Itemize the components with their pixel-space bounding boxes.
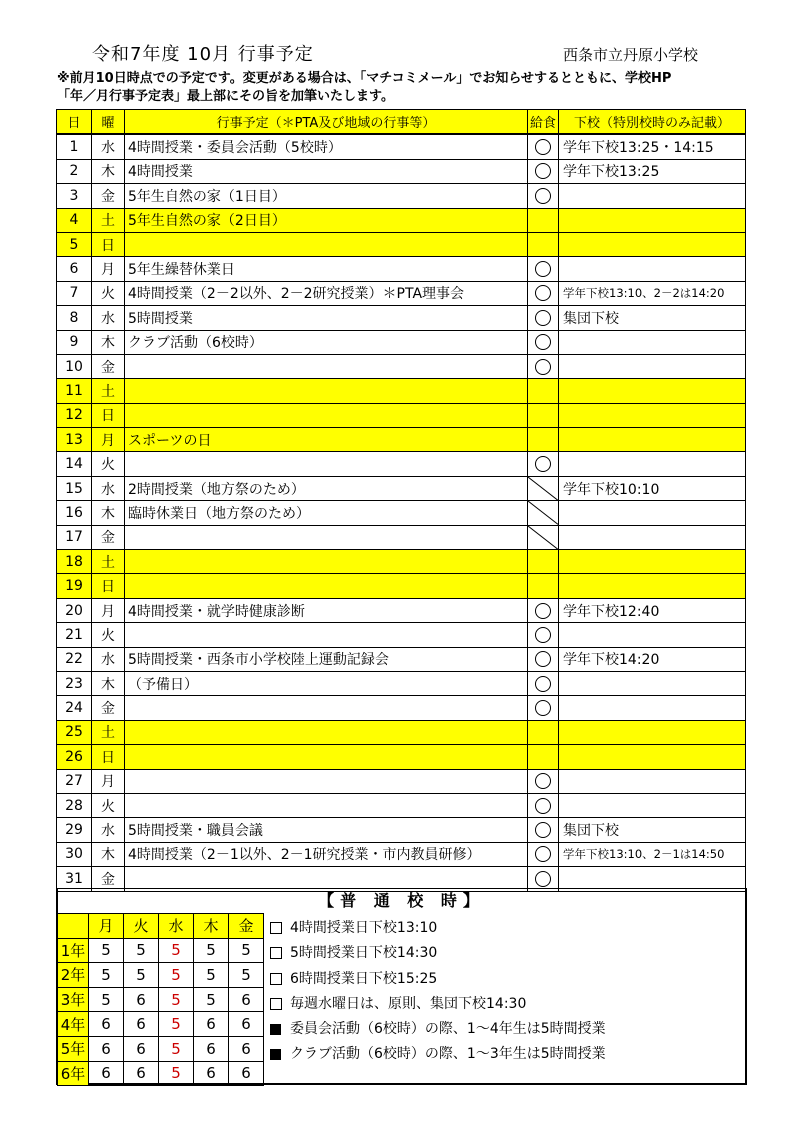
day-cell: 22 [57, 647, 92, 671]
empty-square-icon [270, 922, 282, 934]
dismissal-cell [559, 428, 746, 452]
weekday-header: 木 [194, 914, 229, 939]
dismissal-cell [559, 793, 746, 817]
period-count: 5 [89, 987, 124, 1012]
grade-row [58, 963, 264, 988]
period-count: 6 [124, 1061, 159, 1086]
dismissal-cell [559, 574, 746, 598]
weekday-cell: 月 [92, 769, 125, 793]
day-cell: 30 [57, 842, 92, 866]
weekday-cell: 火 [92, 281, 125, 305]
regular-schedule-heading: 【普 通 校 時】 [318, 891, 485, 910]
lunch-cell [528, 550, 559, 574]
header-day: 日 [57, 110, 92, 135]
period-count: 6 [229, 987, 264, 1012]
weekday-cell: 水 [92, 818, 125, 842]
dismissal-cell [559, 696, 746, 720]
event-cell [125, 623, 528, 647]
dismissal-cell [559, 354, 746, 378]
weekday-cell: 水 [92, 476, 125, 500]
event-cell: クラブ活動（6校時） [125, 330, 528, 354]
schedule-row [57, 647, 746, 671]
day-cell: 25 [57, 720, 92, 744]
lunch-cell [528, 647, 559, 671]
lunch-cell [528, 525, 559, 549]
schedule-row [57, 306, 746, 330]
schedule-row [57, 257, 746, 281]
period-count: 5 [194, 987, 229, 1012]
lunch-circle-icon [535, 603, 551, 619]
header-dismissal: 下校（特別校時のみ記載） [559, 110, 746, 135]
lunch-circle-icon [535, 334, 551, 350]
empty-square-icon [270, 947, 282, 959]
event-cell: 4時間授業 [125, 159, 528, 183]
period-count: 5 [89, 963, 124, 988]
schedule-row [57, 208, 746, 232]
schedule-row [57, 232, 746, 256]
event-cell [125, 403, 528, 427]
day-cell: 29 [57, 818, 92, 842]
weekday-cell: 月 [92, 257, 125, 281]
grade-row [58, 1012, 264, 1037]
schedule-row [57, 769, 746, 793]
lunch-cell [528, 403, 559, 427]
schedule-row [57, 184, 746, 208]
rule-item [268, 916, 606, 941]
weekday-cell: 日 [92, 403, 125, 427]
schedule-header-row [57, 110, 746, 135]
schedule-row [57, 403, 746, 427]
day-cell: 19 [57, 574, 92, 598]
schedule-row [57, 354, 746, 378]
lunch-cell [528, 159, 559, 183]
event-cell: 臨時休業日（地方祭のため） [125, 501, 528, 525]
dismissal-cell: 学年下校13:10、2－2は14:20 [559, 281, 746, 305]
event-cell [125, 452, 528, 476]
schedule-row [57, 330, 746, 354]
dismissal-cell: 集団下校 [559, 306, 746, 330]
grade-row [58, 1061, 264, 1086]
event-cell: （予備日） [125, 671, 528, 695]
lunch-circle-icon [535, 163, 551, 179]
event-cell: 5時間授業・職員会議 [125, 818, 528, 842]
schedule-row [57, 525, 746, 549]
dismissal-cell [559, 184, 746, 208]
header-events: 行事予定（＊PTA及び地域の行事等） [125, 110, 528, 135]
lunch-cell [528, 720, 559, 744]
schedule-row [57, 452, 746, 476]
no-lunch-slash-icon [528, 526, 558, 549]
event-cell [125, 769, 528, 793]
day-cell: 13 [57, 428, 92, 452]
weekday-cell: 木 [92, 671, 125, 695]
dismissal-cell: 学年下校12:40 [559, 598, 746, 622]
day-cell: 3 [57, 184, 92, 208]
period-count: 5 [229, 963, 264, 988]
rule-text: 委員会活動（6校時）の際、1～4年生は5時間授業 [290, 1021, 606, 1038]
rule-text: 4時間授業日下校13:10 [290, 920, 438, 936]
period-count: 6 [89, 1061, 124, 1086]
event-cell: 4時間授業・委員会活動（5校時） [125, 134, 528, 159]
period-count: 6 [89, 1036, 124, 1061]
period-count: 5 [89, 938, 124, 963]
lunch-circle-icon [535, 285, 551, 301]
weekday-cell: 月 [92, 598, 125, 622]
weekday-header: 月 [89, 914, 124, 939]
dismissal-cell [559, 550, 746, 574]
lunch-circle-icon [535, 871, 551, 887]
periods-table [57, 913, 264, 1086]
weekday-header: 火 [124, 914, 159, 939]
dismissal-cell [559, 379, 746, 403]
schedule-row [57, 720, 746, 744]
lunch-cell [528, 184, 559, 208]
period-count: 5 [159, 1036, 194, 1061]
weekday-cell: 土 [92, 550, 125, 574]
dismissal-cell: 学年下校10:10 [559, 476, 746, 500]
weekday-cell: 木 [92, 159, 125, 183]
empty-square-icon [270, 973, 282, 985]
event-cell [125, 745, 528, 769]
day-cell: 23 [57, 671, 92, 695]
lunch-cell [528, 769, 559, 793]
period-count: 6 [229, 1012, 264, 1037]
period-count: 5 [159, 1061, 194, 1086]
dismissal-cell [559, 525, 746, 549]
weekday-cell: 水 [92, 306, 125, 330]
weekday-cell: 金 [92, 525, 125, 549]
event-cell [125, 354, 528, 378]
lunch-circle-icon [535, 773, 551, 789]
grade-label: 1年 [58, 938, 89, 963]
weekday-cell: 木 [92, 842, 125, 866]
period-count: 6 [124, 1036, 159, 1061]
lunch-cell [528, 281, 559, 305]
period-count: 5 [124, 963, 159, 988]
rule-text: 5時間授業日下校14:30 [290, 945, 438, 962]
period-count: 5 [159, 987, 194, 1012]
filled-square-icon [270, 1024, 281, 1035]
period-count: 5 [159, 963, 194, 988]
day-cell: 14 [57, 452, 92, 476]
day-cell: 5 [57, 232, 92, 256]
day-cell: 12 [57, 403, 92, 427]
event-cell: スポーツの日 [125, 428, 528, 452]
event-cell: 4時間授業・就学時健康診断 [125, 598, 528, 622]
dismissal-cell [559, 232, 746, 256]
rule-text: 6時間授業日下校15:25 [290, 970, 438, 987]
weekday-header: 金 [229, 914, 264, 939]
event-cell [125, 379, 528, 403]
dismissal-cell: 学年下校13:25 [559, 159, 746, 183]
lunch-cell [528, 793, 559, 817]
page-title: 令和7年度 10月 行事予定 [92, 44, 314, 65]
schedule-row [57, 818, 746, 842]
lunch-cell [528, 696, 559, 720]
lunch-circle-icon [535, 676, 551, 692]
event-cell [125, 525, 528, 549]
lunch-circle-icon [535, 822, 551, 838]
day-cell: 18 [57, 550, 92, 574]
period-count: 6 [229, 1036, 264, 1061]
schedule-row [57, 281, 746, 305]
schedule-row [57, 134, 746, 159]
dismissal-cell: 集団下校 [559, 818, 746, 842]
event-cell: 5時間授業・西条市小学校陸上運動記録会 [125, 647, 528, 671]
school-name: 西条市立丹原小学校 [563, 46, 699, 64]
event-cell [125, 793, 528, 817]
grade-row [58, 1036, 264, 1061]
lunch-circle-icon [535, 139, 551, 155]
schedule-row [57, 379, 746, 403]
schedule-table [56, 109, 746, 892]
weekday-header: 水 [159, 914, 194, 939]
weekday-cell: 金 [92, 696, 125, 720]
period-count: 6 [194, 1061, 229, 1086]
schedule-row [57, 671, 746, 695]
day-cell: 9 [57, 330, 92, 354]
lunch-cell [528, 452, 559, 476]
lunch-cell [528, 330, 559, 354]
schedule-row [57, 159, 746, 183]
no-lunch-slash-icon [528, 477, 558, 500]
event-cell: 5時間授業 [125, 306, 528, 330]
dismissal-rules [268, 916, 606, 1068]
schedule-row [57, 623, 746, 647]
day-cell: 10 [57, 354, 92, 378]
dismissal-cell [559, 769, 746, 793]
dismissal-cell [559, 720, 746, 744]
lunch-cell [528, 208, 559, 232]
dismissal-cell [559, 208, 746, 232]
period-count: 5 [194, 938, 229, 963]
lunch-cell [528, 501, 559, 525]
dismissal-cell [559, 452, 746, 476]
weekday-cell: 日 [92, 745, 125, 769]
grade-label: 2年 [58, 963, 89, 988]
day-cell: 26 [57, 745, 92, 769]
event-cell: 5年生自然の家（2日目） [125, 208, 528, 232]
notice-line-2: 「年／月行事予定表」最上部にその旨を加筆いたします。 [57, 89, 394, 104]
lunch-cell [528, 598, 559, 622]
rule-item [268, 967, 606, 992]
event-cell [125, 720, 528, 744]
event-cell: 4時間授業（2－2以外、2－2研究授業）＊PTA理事会 [125, 281, 528, 305]
period-count: 6 [124, 987, 159, 1012]
dismissal-cell [559, 671, 746, 695]
event-cell [125, 696, 528, 720]
day-cell: 20 [57, 598, 92, 622]
event-cell: 5年生自然の家（1日目） [125, 184, 528, 208]
grade-label: 6年 [58, 1061, 89, 1086]
grade-row [58, 987, 264, 1012]
lunch-cell [528, 842, 559, 866]
weekday-cell: 木 [92, 330, 125, 354]
dismissal-cell: 学年下校13:25・14:15 [559, 134, 746, 159]
rule-text: クラブ活動（6校時）の際、1～3年生は5時間授業 [290, 1046, 606, 1063]
weekday-cell: 火 [92, 452, 125, 476]
weekday-cell: 日 [92, 574, 125, 598]
lunch-circle-icon [535, 456, 551, 472]
rule-item [268, 992, 606, 1017]
lunch-circle-icon [535, 846, 551, 862]
schedule-row [57, 501, 746, 525]
dismissal-cell: 学年下校14:20 [559, 647, 746, 671]
schedule-row [57, 696, 746, 720]
event-cell [125, 232, 528, 256]
lunch-cell [528, 134, 559, 159]
event-cell: 5年生繰替休業日 [125, 257, 528, 281]
period-count: 5 [194, 963, 229, 988]
grade-label: 5年 [58, 1036, 89, 1061]
rule-item [268, 1017, 606, 1042]
lunch-cell [528, 671, 559, 695]
lunch-circle-icon [535, 627, 551, 643]
day-cell: 31 [57, 867, 92, 891]
period-count: 6 [124, 1012, 159, 1037]
filled-square-icon [270, 1049, 281, 1060]
period-count: 6 [229, 1061, 264, 1086]
period-count: 6 [89, 1012, 124, 1037]
period-count: 5 [229, 938, 264, 963]
day-cell: 21 [57, 623, 92, 647]
event-cell: 2時間授業（地方祭のため） [125, 476, 528, 500]
lunch-circle-icon [535, 261, 551, 277]
lunch-circle-icon [535, 310, 551, 326]
dismissal-cell [559, 745, 746, 769]
notice-text [57, 70, 671, 106]
schedule-row [57, 428, 746, 452]
grade-label: 4年 [58, 1012, 89, 1037]
weekday-cell: 土 [92, 208, 125, 232]
grade-label: 3年 [58, 987, 89, 1012]
day-cell: 16 [57, 501, 92, 525]
weekday-cell: 土 [92, 720, 125, 744]
schedule-row [57, 745, 746, 769]
grade-row [58, 938, 264, 963]
day-cell: 24 [57, 696, 92, 720]
periods-corner [58, 914, 89, 939]
lunch-circle-icon [535, 359, 551, 375]
event-cell [125, 550, 528, 574]
rule-item [268, 941, 606, 966]
weekday-cell: 日 [92, 232, 125, 256]
weekday-cell: 月 [92, 428, 125, 452]
weekday-cell: 木 [92, 501, 125, 525]
dismissal-cell [559, 403, 746, 427]
period-count: 6 [194, 1012, 229, 1037]
schedule-row [57, 598, 746, 622]
weekday-cell: 水 [92, 134, 125, 159]
dismissal-cell [559, 501, 746, 525]
lunch-cell [528, 476, 559, 500]
day-cell: 1 [57, 134, 92, 159]
schedule-row [57, 842, 746, 866]
lunch-cell [528, 428, 559, 452]
event-cell [125, 574, 528, 598]
weekday-cell: 金 [92, 354, 125, 378]
weekday-cell: 火 [92, 793, 125, 817]
header-weekday: 曜 [92, 110, 125, 135]
lunch-circle-icon [535, 798, 551, 814]
notice-line-1: ※前月10日時点での予定です。変更がある場合は、「マチコミメール」でお知らせするとともに、学校HP [57, 71, 672, 86]
day-cell: 28 [57, 793, 92, 817]
event-cell: 4時間授業（2－1以外、2－1研究授業・市内教員研修） [125, 842, 528, 866]
no-lunch-slash-icon [528, 501, 558, 524]
day-cell: 7 [57, 281, 92, 305]
lunch-cell [528, 574, 559, 598]
weekday-cell: 土 [92, 379, 125, 403]
lunch-circle-icon [535, 651, 551, 667]
day-cell: 17 [57, 525, 92, 549]
schedule-row [57, 550, 746, 574]
lunch-cell [528, 306, 559, 330]
lunch-cell [528, 232, 559, 256]
day-cell: 8 [57, 306, 92, 330]
schedule-row [57, 574, 746, 598]
regular-schedule-section [56, 888, 747, 1085]
period-count: 5 [159, 938, 194, 963]
periods-header-row [58, 914, 264, 939]
day-cell: 11 [57, 379, 92, 403]
empty-square-icon [270, 998, 282, 1010]
weekday-cell: 火 [92, 623, 125, 647]
weekday-cell: 金 [92, 867, 125, 891]
dismissal-cell [559, 257, 746, 281]
weekday-cell: 水 [92, 647, 125, 671]
period-count: 5 [159, 1012, 194, 1037]
header-lunch: 給食 [528, 110, 559, 135]
day-cell: 6 [57, 257, 92, 281]
rule-item [268, 1042, 606, 1067]
schedule-row [57, 476, 746, 500]
lunch-cell [528, 745, 559, 769]
lunch-cell [528, 623, 559, 647]
day-cell: 2 [57, 159, 92, 183]
day-cell: 27 [57, 769, 92, 793]
lunch-cell [528, 818, 559, 842]
dismissal-cell [559, 623, 746, 647]
lunch-cell [528, 257, 559, 281]
lunch-cell [528, 354, 559, 378]
period-count: 6 [194, 1036, 229, 1061]
lunch-circle-icon [535, 700, 551, 716]
schedule-row [57, 793, 746, 817]
dismissal-cell [559, 330, 746, 354]
lunch-cell [528, 379, 559, 403]
dismissal-cell: 学年下校13:10、2－1は14:50 [559, 842, 746, 866]
day-cell: 4 [57, 208, 92, 232]
weekday-cell: 金 [92, 184, 125, 208]
lunch-circle-icon [535, 188, 551, 204]
period-count: 5 [124, 938, 159, 963]
day-cell: 15 [57, 476, 92, 500]
rule-text: 毎週水曜日は、原則、集団下校14:30 [290, 995, 527, 1012]
